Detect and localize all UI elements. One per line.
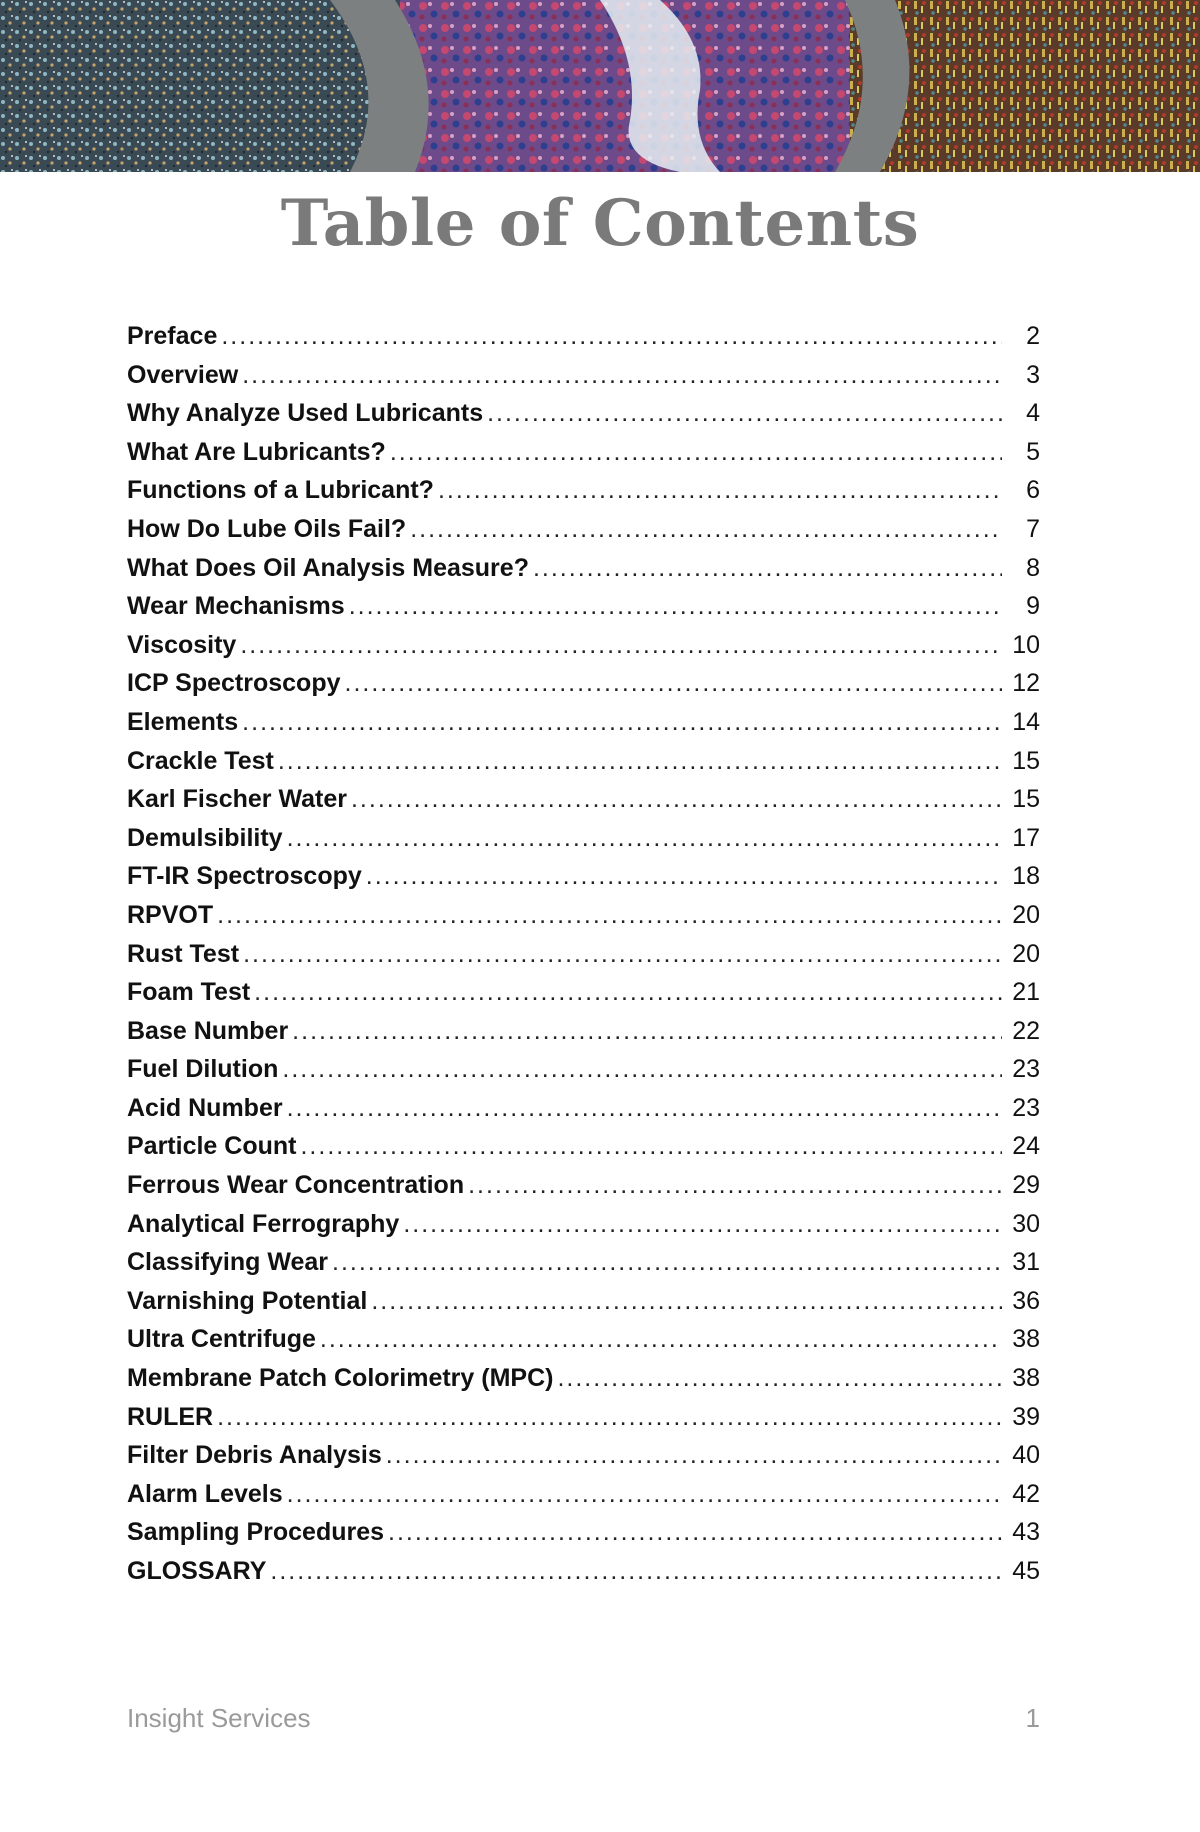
toc-entry[interactable] [127,901,1040,940]
dot-leader [557,1364,1002,1393]
toc-entry-label: Wear Mechanisms [127,592,345,621]
toc-entry-page-number: 6 [1026,476,1040,505]
toc-entry-page-number: 22 [1012,1016,1040,1045]
toc-entry-label: ICP Spectroscopy [127,669,341,698]
toc-entry-page-number: 23 [1012,1055,1040,1084]
footer-company: Insight Services [127,1703,311,1733]
toc-entry[interactable] [127,1325,1040,1364]
toc-entry[interactable] [127,1171,1040,1210]
toc-entry[interactable] [127,824,1040,863]
dot-leader [533,554,1002,583]
toc-entry[interactable] [127,554,1040,593]
dot-leader [351,785,1002,814]
toc-entry-page-number: 7 [1026,514,1040,543]
toc-entry[interactable] [127,1287,1040,1326]
toc-entry-page-number: 14 [1012,707,1040,736]
dot-leader [217,1403,1002,1432]
toc-entry[interactable] [127,1248,1040,1287]
dot-leader [240,631,1002,660]
dot-leader [300,1132,1002,1161]
toc-entry-page-number: 36 [1012,1286,1040,1315]
toc-entry-label: What Are Lubricants? [127,437,386,466]
dot-leader [366,862,1002,891]
dot-leader [388,1518,1002,1547]
dot-leader [487,399,1002,428]
toc-entry[interactable] [127,785,1040,824]
toc-entry[interactable] [127,592,1040,631]
toc-entry[interactable] [127,1132,1040,1171]
toc-entry-page-number: 20 [1012,939,1040,968]
toc-entry-label: Varnishing Potential [127,1286,368,1315]
toc-entry-label: What Does Oil Analysis Measure? [127,553,529,582]
toc-entry-page-number: 42 [1012,1479,1040,1508]
toc-entry-page-number: 17 [1012,823,1040,852]
toc-entry[interactable] [127,978,1040,1017]
toc-entry[interactable] [127,1518,1040,1557]
toc-entry[interactable] [127,1094,1040,1133]
dot-leader [292,1017,1002,1046]
toc-entry-label: Why Analyze Used Lubricants [127,399,484,428]
toc-entry-label: Rust Test [127,939,240,968]
dot-leader [410,515,1002,544]
dot-leader [438,476,1002,505]
dot-leader [390,438,1002,467]
toc-entry-label: Crackle Test [127,746,274,775]
toc-entry[interactable] [127,1017,1040,1056]
toc-entry-label: Classifying Wear [127,1248,329,1277]
dot-leader [287,1094,1002,1123]
dot-leader [287,1480,1002,1509]
toc-entry-page-number: 2 [1026,322,1040,350]
toc-entry-label: Sampling Procedures [127,1518,385,1547]
toc-entry-label: Preface [127,322,218,350]
toc-entry-page-number: 9 [1026,592,1040,621]
toc-entry-page-number: 30 [1012,1209,1040,1238]
dot-leader [403,1210,1002,1239]
toc-entry-page-number: 3 [1026,360,1040,389]
toc-entry-page-number: 15 [1012,785,1040,814]
toc-entry-label: Alarm Levels [127,1479,283,1508]
toc-entry[interactable] [127,631,1040,670]
toc-entry-label: Analytical Ferrography [127,1209,400,1238]
toc-entry[interactable] [127,940,1040,979]
dot-leader [386,1441,1002,1470]
toc-entry[interactable] [127,669,1040,708]
toc-entry[interactable] [127,515,1040,554]
toc-entry-page-number: 21 [1012,978,1040,1007]
toc-entry-label: Particle Count [127,1132,297,1161]
toc-entry[interactable] [127,862,1040,901]
toc-entry-page-number: 39 [1012,1402,1040,1431]
toc-entry-label: Ferrous Wear Concentration [127,1171,465,1200]
dot-leader [320,1325,1002,1354]
dot-leader [254,978,1002,1007]
toc-entry-label: RULER [127,1402,214,1431]
toc-entry-page-number: 38 [1012,1364,1040,1393]
dot-leader [221,322,1002,351]
toc-entry-page-number: 20 [1012,900,1040,929]
toc-entry[interactable] [127,476,1040,515]
toc-entry-page-number: 12 [1012,669,1040,698]
dot-leader [270,1557,1002,1586]
toc-entry-label: Filter Debris Analysis [127,1441,382,1470]
toc-entry-label: GLOSSARY [127,1557,267,1585]
toc-entry-page-number: 38 [1012,1325,1040,1354]
toc-entry-page-number: 15 [1012,746,1040,775]
dot-leader [243,940,1002,969]
toc-entry-page-number: 5 [1026,437,1040,466]
toc-entry[interactable] [127,1403,1040,1442]
toc-entry[interactable] [127,361,1040,400]
dot-leader [349,592,1002,621]
dot-leader [468,1171,1002,1200]
toc-entry-label: Viscosity [127,630,237,659]
toc-entry-label: Functions of a Lubricant? [127,476,434,505]
toc-entry-page-number: 29 [1012,1171,1040,1200]
toc-entry-label: Acid Number [127,1093,283,1122]
toc-entry[interactable] [127,438,1040,477]
toc-entry-label: Overview [127,360,239,389]
toc-entry-page-number: 24 [1012,1132,1040,1161]
toc-entry[interactable] [127,1480,1040,1519]
header-banner-image [0,0,1200,172]
toc-entry-label: How Do Lube Oils Fail? [127,514,407,543]
page-title: Table of Contents [280,186,920,261]
toc-entry-label: Ultra Centrifuge [127,1325,316,1354]
toc-entry-page-number: 23 [1012,1093,1040,1122]
toc-entry[interactable] [127,708,1040,747]
toc-list [127,322,1040,1596]
toc-entry[interactable] [127,1055,1040,1094]
toc-entry[interactable] [127,1557,1040,1596]
toc-entry-page-number: 43 [1012,1518,1040,1547]
dot-leader [287,824,1002,853]
toc-entry[interactable] [127,399,1040,438]
toc-entry-page-number: 8 [1026,553,1040,582]
dot-leader [332,1248,1002,1277]
dot-leader [242,708,1002,737]
toc-entry-label: Fuel Dilution [127,1055,279,1084]
toc-entry-label: Membrane Patch Colorimetry (MPC) [127,1364,554,1393]
dot-leader [282,1055,1002,1084]
toc-entry[interactable] [127,1364,1040,1403]
dot-leader [371,1287,1002,1316]
toc-entry[interactable] [127,322,1040,361]
footer-page-number: 1 [1025,1703,1040,1733]
toc-entry[interactable] [127,1210,1040,1249]
toc-entry-label: Base Number [127,1016,289,1045]
toc-entry-page-number: 10 [1012,630,1040,659]
toc-entry-label: Foam Test [127,978,251,1007]
toc-entry-label: Elements [127,707,239,736]
toc-entry-page-number: 18 [1012,862,1040,891]
toc-entry-label: RPVOT [127,900,214,929]
dot-leader [242,361,1002,390]
toc-entry-label: FT-IR Spectroscopy [127,862,362,891]
toc-entry-page-number: 4 [1026,399,1040,428]
toc-entry-label: Karl Fischer Water [127,785,347,814]
toc-entry[interactable] [127,747,1040,786]
toc-entry-page-number: 45 [1012,1557,1040,1585]
dot-leader [217,901,1002,930]
dot-leader [278,747,1002,776]
toc-entry-label: Demulsibility [127,823,283,852]
toc-entry-page-number: 40 [1012,1441,1040,1470]
dot-leader [345,669,1002,698]
toc-entry[interactable] [127,1441,1040,1480]
toc-entry-page-number: 31 [1012,1248,1040,1277]
